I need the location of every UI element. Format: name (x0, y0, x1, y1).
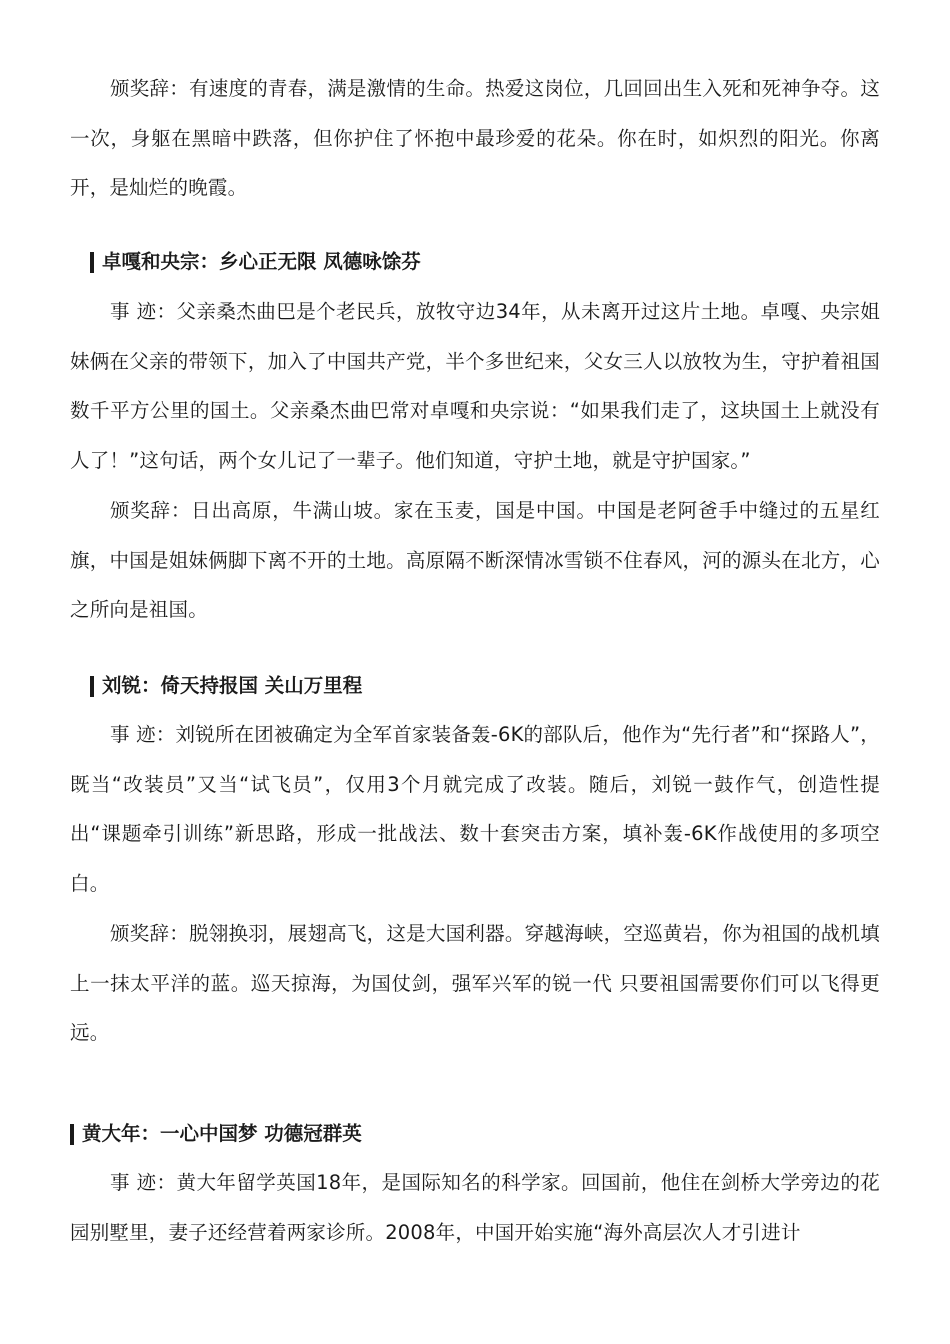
heading-text: 卓嘎和央宗：乡心正无限 凤德咏馀芬 (102, 250, 421, 273)
section-heading-zhuoga-yangzong (90, 248, 421, 276)
deeds-paragraph: 事 迹：黄大年留学英国18年，是国际知名的科学家。回国前，他住在剑桥大学旁边的花园别墅里，妻子还经营着两家诊所。2008年，中国开始实施“海外高层次人才引进计 (70, 1171, 880, 1244)
deeds-paragraph: 事 迹：刘锐所在团被确定为全军首家装备轰-6K的部队后，他作为“先行者”和“探路人”，既当“改装员”又当“试飞员”，仅用3个月就完成了改装。随后，刘锐一鼓作气，创造性提出“课题牵引训练”新思路，形成一批战法、数十套突击方案，填补轰-6K作战使用的多项空白。 (70, 723, 880, 895)
section-heading-liu-rui (90, 672, 362, 700)
heading-bar (70, 1124, 74, 1145)
deeds-paragraph: 事 迹：父亲桑杰曲巴是个老民兵，放牧守边34年，从未离开过这片土地。卓嘎、央宗姐妹俩在父亲的带领下，加入了中国共产党，半个多世纪来，父女三人以放牧为生，守护着祖国数千平方公里的国土。父亲桑杰曲巴常对卓嘎和央宗说：“如果我们走了，这块国土上就没有人了！”这句话，两个女儿记了一辈子。他们知道，守护土地，就是守护国家。” (70, 300, 880, 472)
award-speech-paragraph: 颁奖辞：脱翎换羽，展翅高飞，这是大国利器。穿越海峡，空巡黄岩，你为祖国的战机填上一抹太平洋的蓝。巡天掠海，为国仗剑，强军兴军的锐一代 只要祖国需要你们可以飞得更远。 (70, 922, 880, 1045)
heading-text: 黄大年：一心中国梦 功德冠群英 (82, 1122, 362, 1145)
heading-text: 刘锐：倚天持报国 关山万里程 (102, 674, 363, 697)
award-speech-paragraph: 颁奖辞：有速度的青春，满是激情的生命。热爱这岗位，几回回出生入死和死神争夺。这一次，身躯在黑暗中跌落，但你护住了怀抱中最珍爱的花朵。你在时，如炽烈的阳光。你离开，是灿烂的晚霞。 (70, 77, 880, 200)
heading-bar (90, 676, 94, 697)
award-speech-paragraph: 颁奖辞：日出高原，牛满山坡。家在玉麦，国是中国。中国是老阿爸手中缝过的五星红旗，中国是姐妹俩脚下离不开的土地。高原隔不断深情冰雪锁不住春风，河的源头在北方，心之所向是祖国。 (70, 499, 880, 622)
section-heading-huang-danian (70, 1120, 362, 1148)
heading-bar (90, 252, 94, 273)
